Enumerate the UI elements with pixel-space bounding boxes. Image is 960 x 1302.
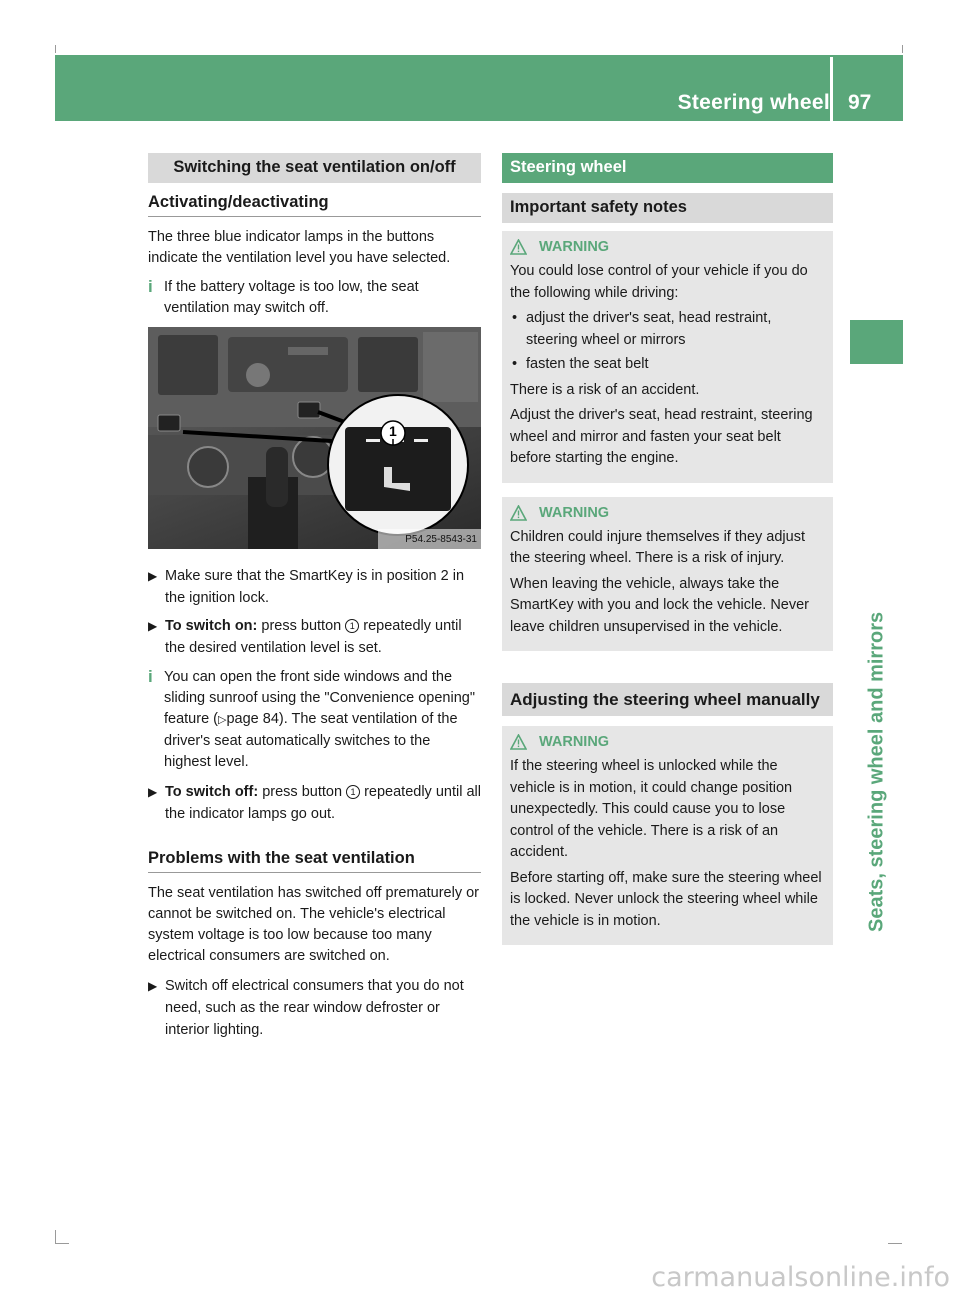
step-label: To switch on: (165, 618, 258, 634)
crop-mark (55, 1230, 56, 1244)
watermark: carmanualsonline.info (651, 1262, 950, 1293)
warning-box-children (502, 497, 833, 652)
step-switch-on (148, 615, 481, 659)
step-arrow-icon: ▶ (148, 785, 158, 799)
crop-mark (888, 1243, 902, 1244)
warning-label: WARNING (539, 504, 610, 521)
step-switch-off (148, 781, 481, 825)
warning-label: WARNING (539, 734, 610, 750)
step-text-part: repeatedly until all the indicator lamps go out. (165, 784, 481, 822)
problems-paragraph: The seat ventilation has switched off prematurely or cannot be switched on. The vehicle's electrical system voltage is too low because too many electrical consumers are switched on. (148, 885, 479, 964)
callout-number: 1 (389, 423, 397, 439)
subheading-safety-notes: Important safety notes (502, 193, 833, 223)
chapter-tab-marker (850, 320, 903, 364)
subheading-adjusting-steering-wheel: Adjusting the steering wheel manually (502, 683, 833, 716)
step-smartkey (148, 565, 481, 609)
dashboard-illustration (148, 327, 481, 549)
info-icon: i (148, 277, 153, 296)
step-text: Switch off electrical consumers that you do not need, such as the rear window defroster or interior lighting. (165, 978, 464, 1038)
step-text-part: press button (262, 784, 343, 800)
warning-text: If the steering wheel is unlocked while the vehicle is in motion, it could change position unexpectedly. This could cause you to lose control of the vehicle. There is a risk of an accident. (510, 758, 793, 860)
warning-text: There is a risk of an accident. (510, 381, 700, 398)
step-switch-off-consumers (148, 975, 481, 1041)
warning-text: You could lose control of your vehicle if you do the following while driving: (510, 263, 808, 301)
info-note-battery (148, 277, 481, 319)
step-text (165, 615, 481, 659)
step-arrow-icon: ▶ (148, 979, 158, 993)
crop-mark (55, 45, 56, 53)
step-label: To switch off: (165, 784, 259, 800)
right-column (502, 153, 833, 959)
warning-text: Children could injure themselves if they adjust the steering wheel. There is a risk of injury. (510, 528, 805, 566)
warning-bullet: • fasten the seat belt (510, 354, 825, 376)
section-heading-seat-ventilation: Switching the seat ventilation on/off (148, 153, 481, 183)
subheading-activating: Activating/deactivating (148, 183, 481, 217)
crop-mark (902, 45, 903, 53)
subheading-problems: Problems with the seat ventilation (148, 839, 481, 873)
image-reference-code: P54.25-8543-31 (405, 534, 477, 545)
step-text (165, 781, 481, 825)
info-text-part: You can open the front side windows and the sliding sunroof using the "Convenience opening" feature ( (164, 669, 475, 727)
chapter-side-label: Seats, steering wheel and mirrors (865, 611, 888, 932)
callout-ref-icon: 1 (345, 619, 359, 633)
step-text: Make sure that the SmartKey is in position 2 in the ignition lock. (165, 568, 465, 606)
info-icon: i (148, 667, 153, 686)
header-divider (830, 57, 833, 121)
step-text-part: repeatedly until the desired ventilation level is set. (165, 618, 462, 656)
page-ref-arrow-icon: ▷ (218, 714, 227, 726)
warning-box-unlocked (502, 726, 833, 945)
warning-text: Adjust the driver's seat, head restraint, steering wheel and mirror and fasten your seat belt before starting the engine. (510, 407, 813, 466)
info-note-convenience (148, 667, 481, 773)
warning-bullet-list (510, 308, 825, 376)
step-arrow-icon: ▶ (148, 569, 158, 583)
warning-text: Before starting off, make sure the steering wheel is locked. Never unlock the steering wheel while the vehicle is in motion. (510, 869, 822, 929)
info-note-text: If the battery voltage is too low, the seat ventilation may switch off. (164, 279, 419, 316)
warning-box-control (502, 231, 833, 483)
left-column (148, 153, 481, 1047)
warning-title (510, 239, 825, 255)
warning-triangle-icon (510, 239, 527, 255)
warning-triangle-icon (510, 734, 527, 750)
warning-bullet: • adjust the driver's seat, head restraint, steering wheel or mirrors (510, 308, 825, 351)
warning-label: WARNING (539, 239, 610, 255)
warning-triangle-icon (510, 505, 527, 521)
section-heading-steering-wheel: Steering wheel (502, 153, 833, 183)
page-number: 97 (848, 91, 872, 114)
step-text-part: press button (261, 618, 342, 634)
info-note-text (164, 667, 481, 773)
page-header-title: Steering wheel (677, 91, 830, 114)
warning-title (510, 734, 825, 750)
info-text-part: page 84). The seat ventilation of the driver's seat automatically switches to the highest level. (164, 711, 458, 770)
intro-paragraph: The three blue indicator lamps in the buttons indicate the ventilation level you have selected. (148, 229, 451, 266)
step-arrow-icon: ▶ (148, 619, 158, 633)
warning-text: When leaving the vehicle, always take the SmartKey with you and lock the vehicle. Never leave children unsupervised in the vehicle. (510, 575, 809, 635)
warning-title (510, 505, 825, 521)
dashboard-photo (148, 327, 481, 549)
crop-mark (55, 1243, 69, 1244)
callout-ref-icon: 1 (346, 785, 360, 799)
